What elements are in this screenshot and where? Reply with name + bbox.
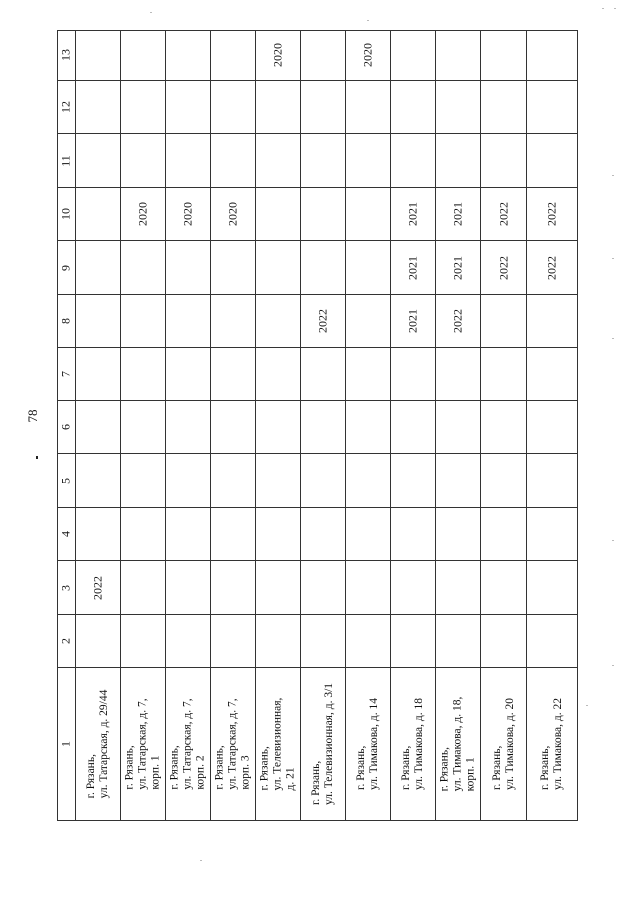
address-text: г. Рязань, ул. Телевизионная, д. 21 <box>258 697 297 791</box>
year-cell <box>527 81 578 134</box>
year-cell <box>211 348 256 401</box>
year-cell <box>346 561 391 615</box>
year-cell <box>76 508 121 561</box>
column-header-label: 3 <box>58 584 73 591</box>
year-cell <box>346 188 391 241</box>
year-cell <box>346 81 391 134</box>
year-cell <box>436 348 481 401</box>
year-cell <box>391 508 436 561</box>
year-cell <box>346 508 391 561</box>
column-header-cell <box>57 668 76 821</box>
year-cell <box>346 295 391 348</box>
address-cell <box>436 668 481 821</box>
year-cell <box>436 30 481 81</box>
year-value: 2022 <box>496 202 510 226</box>
scan-speckle <box>614 8 616 9</box>
year-cell <box>301 81 346 134</box>
column-header-cell <box>57 561 76 615</box>
address-text: г. Рязань, ул. Тимакова, д. 20 <box>490 698 516 790</box>
year-cell <box>301 134 346 188</box>
year-cell <box>121 295 166 348</box>
address-cell <box>391 668 436 821</box>
year-cell <box>527 454 578 508</box>
year-cell <box>166 561 211 615</box>
year-cell <box>211 188 256 241</box>
year-cell <box>76 615 121 668</box>
year-cell <box>391 454 436 508</box>
year-cell <box>346 134 391 188</box>
year-cell <box>481 241 527 295</box>
column-header-label: 11 <box>58 154 73 167</box>
year-cell <box>436 134 481 188</box>
year-cell <box>301 188 346 241</box>
year-cell <box>301 561 346 615</box>
column-header-label: 10 <box>58 208 73 220</box>
year-cell <box>121 401 166 454</box>
year-cell <box>76 188 121 241</box>
address-text: г. Рязань, ул. Телевизионная, д. 3/1 <box>310 682 335 806</box>
year-value: 2020 <box>270 43 285 67</box>
address-cell <box>121 668 166 821</box>
column-header-label: 13 <box>58 49 73 61</box>
column-header-label: 1 <box>58 741 73 747</box>
column-header-cell <box>57 348 76 401</box>
year-cell <box>76 134 121 188</box>
year-cell <box>121 81 166 134</box>
year-cell <box>301 348 346 401</box>
year-cell <box>121 454 166 508</box>
year-cell <box>301 401 346 454</box>
year-value: 2020 <box>180 202 195 226</box>
year-cell <box>436 401 481 454</box>
year-cell <box>256 401 301 454</box>
year-cell <box>527 401 578 454</box>
year-cell <box>211 454 256 508</box>
year-cell <box>481 81 527 134</box>
year-value: 2021 <box>450 202 465 226</box>
year-cell <box>211 615 256 668</box>
year-cell <box>211 561 256 615</box>
year-cell <box>121 188 166 241</box>
year-value: 2020 <box>135 202 150 226</box>
year-cell <box>166 134 211 188</box>
year-cell <box>436 295 481 348</box>
scan-speckle <box>200 860 202 861</box>
year-cell <box>166 454 211 508</box>
year-value: 2021 <box>450 255 465 280</box>
address-cell <box>301 668 346 821</box>
address-cell <box>527 668 578 821</box>
year-value: 2021 <box>405 255 420 280</box>
year-cell <box>527 561 578 615</box>
year-cell <box>256 615 301 668</box>
address-text: г. Рязань, ул. Тимакова, д. 22 <box>539 698 564 790</box>
address-text: г. Рязань, ул. Тимакова, д. 14 <box>355 698 380 790</box>
page-dot-mark <box>36 456 38 459</box>
year-value: 2020 <box>225 202 240 226</box>
scan-speckle <box>586 705 588 706</box>
year-cell <box>121 508 166 561</box>
year-cell <box>76 295 121 348</box>
column-header-label: 12 <box>58 101 73 113</box>
year-cell <box>121 30 166 81</box>
scan-speckle <box>150 12 152 13</box>
year-cell <box>391 401 436 454</box>
year-value: 2021 <box>405 202 420 226</box>
year-value: 2022 <box>544 202 559 226</box>
year-cell <box>121 348 166 401</box>
year-cell <box>481 188 527 241</box>
year-cell <box>256 81 301 134</box>
year-cell <box>256 454 301 508</box>
year-cell <box>301 295 346 348</box>
year-cell <box>166 295 211 348</box>
year-cell <box>211 295 256 348</box>
year-cell <box>301 615 346 668</box>
year-cell <box>211 508 256 561</box>
column-header-cell <box>57 30 76 81</box>
year-cell <box>346 615 391 668</box>
year-cell <box>256 561 301 615</box>
scan-speckle <box>612 258 614 259</box>
year-cell <box>121 134 166 188</box>
column-header-cell <box>57 454 76 508</box>
year-cell <box>76 348 121 401</box>
year-cell <box>166 615 211 668</box>
year-value: 2020 <box>360 43 375 67</box>
column-header-cell <box>57 295 76 348</box>
address-text: г. Рязань, ул. Татарская, д. 7, корп. 2 <box>168 698 207 790</box>
year-cell <box>166 188 211 241</box>
year-cell <box>436 188 481 241</box>
column-header-label: 9 <box>58 264 73 271</box>
year-cell <box>76 401 121 454</box>
column-header-cell <box>57 615 76 668</box>
year-cell <box>256 348 301 401</box>
year-cell <box>527 615 578 668</box>
address-cell <box>481 668 527 821</box>
year-cell <box>76 30 121 81</box>
column-header-label: 7 <box>58 371 73 377</box>
year-cell <box>166 401 211 454</box>
year-cell <box>481 134 527 188</box>
year-cell <box>391 134 436 188</box>
year-cell <box>527 508 578 561</box>
year-cell <box>436 241 481 295</box>
year-cell <box>166 30 211 81</box>
year-cell <box>301 454 346 508</box>
column-header-label: 4 <box>58 531 73 537</box>
year-cell <box>256 508 301 561</box>
year-value: 2022 <box>544 255 559 280</box>
address-cell <box>346 668 391 821</box>
year-cell <box>121 615 166 668</box>
year-cell <box>391 241 436 295</box>
year-cell <box>527 241 578 295</box>
year-cell <box>211 81 256 134</box>
address-text: г. Рязань, ул. Тимакова, д. 18, корп. 1 <box>438 696 477 792</box>
year-cell <box>346 30 391 81</box>
scan-speckle <box>367 20 369 21</box>
year-value: 2022 <box>450 309 465 333</box>
column-header-label: 6 <box>58 424 73 430</box>
year-cell <box>481 454 527 508</box>
year-cell <box>346 454 391 508</box>
year-value: 2022 <box>315 309 330 333</box>
year-cell <box>301 241 346 295</box>
year-value: 2021 <box>405 309 420 333</box>
address-text: г. Рязань, ул. Татарская, д. 7, корп. 1 <box>123 698 162 790</box>
year-value: 2022 <box>90 575 105 600</box>
year-cell <box>436 81 481 134</box>
address-cell <box>211 668 256 821</box>
year-cell <box>527 295 578 348</box>
year-cell <box>256 188 301 241</box>
year-cell <box>346 241 391 295</box>
year-cell <box>436 561 481 615</box>
column-header-label: 8 <box>58 318 73 324</box>
year-cell <box>481 561 527 615</box>
year-cell <box>166 81 211 134</box>
address-text: г. Рязань, ул. Татарская, д. 7, корп. 3 <box>213 698 252 790</box>
year-cell <box>436 615 481 668</box>
column-header-cell <box>57 81 76 134</box>
year-cell <box>166 241 211 295</box>
scan-speckle <box>612 540 614 541</box>
year-cell <box>121 561 166 615</box>
year-cell <box>391 188 436 241</box>
year-cell <box>211 401 256 454</box>
year-cell <box>391 81 436 134</box>
year-cell <box>256 295 301 348</box>
column-header-cell <box>57 508 76 561</box>
year-cell <box>481 30 527 81</box>
year-cell <box>211 134 256 188</box>
page-number: 78 <box>25 409 40 423</box>
year-cell <box>391 348 436 401</box>
address-text: г. Рязань, ул. Тимакова, д. 18 <box>400 698 425 790</box>
scan-speckle <box>612 175 614 176</box>
year-cell <box>76 81 121 134</box>
year-cell <box>211 30 256 81</box>
scan-speckle <box>612 665 614 666</box>
scan-speckle <box>612 338 614 339</box>
year-cell <box>76 241 121 295</box>
year-cell <box>527 30 578 81</box>
column-header-label: 5 <box>58 477 73 484</box>
year-cell <box>481 508 527 561</box>
year-cell <box>76 454 121 508</box>
year-cell <box>346 348 391 401</box>
year-cell <box>527 348 578 401</box>
year-cell <box>166 348 211 401</box>
year-cell <box>256 241 301 295</box>
year-cell <box>391 561 436 615</box>
column-header-cell <box>57 188 76 241</box>
year-cell <box>481 615 527 668</box>
year-value: 2022 <box>496 255 510 280</box>
address-text: г. Рязань, ул. Татарская, д. 29/44 <box>85 689 110 799</box>
year-cell <box>391 295 436 348</box>
column-header-label: 2 <box>58 638 73 644</box>
year-cell <box>256 134 301 188</box>
column-header-cell <box>57 134 76 188</box>
year-cell <box>301 30 346 81</box>
year-cell <box>481 295 527 348</box>
scan-speckle <box>602 8 604 9</box>
year-cell <box>436 508 481 561</box>
year-cell <box>391 615 436 668</box>
year-cell <box>211 241 256 295</box>
year-cell <box>256 30 301 81</box>
year-cell <box>301 508 346 561</box>
year-cell <box>76 561 121 615</box>
year-cell <box>481 401 527 454</box>
year-cell <box>527 188 578 241</box>
column-header-cell <box>57 241 76 295</box>
year-cell <box>436 454 481 508</box>
year-cell <box>527 134 578 188</box>
year-cell <box>391 30 436 81</box>
column-header-cell <box>57 401 76 454</box>
year-cell <box>346 401 391 454</box>
year-cell <box>481 348 527 401</box>
address-cell <box>256 668 301 821</box>
year-cell <box>166 508 211 561</box>
year-cell <box>121 241 166 295</box>
address-cell <box>76 668 121 821</box>
address-cell <box>166 668 211 821</box>
